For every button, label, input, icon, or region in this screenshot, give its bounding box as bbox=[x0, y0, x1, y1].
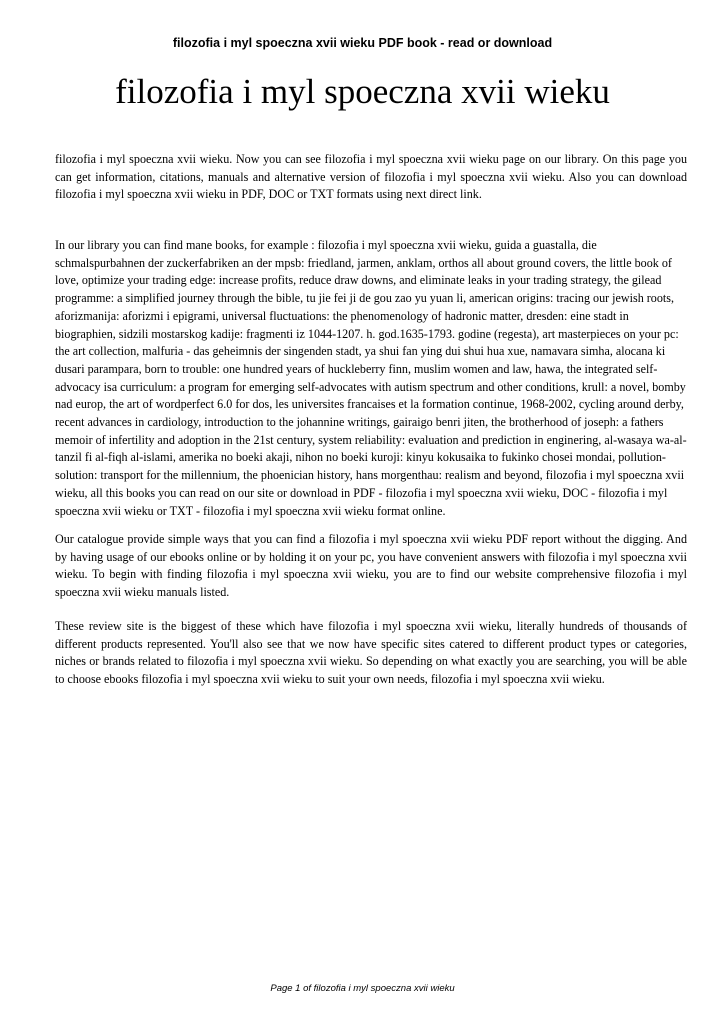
review-paragraph: These review site is the biggest of these which have filozofia i myl spoeczna xvii wieku, literally hundreds of thousands of different products represented. You'll also see that we now have specific sites catered to different product types or categories, niches or brands related to filozofia i myl spoeczna xvii wieku. So depending on what exactly you are searching, you will be able to choose ebooks filozofia i myl spoeczna xvii wieku to suit your own needs, filozofia i myl spoeczna xvii wieku. bbox=[55, 619, 687, 687]
intro-paragraph: filozofia i myl spoeczna xvii wieku. Now you can see filozofia i myl spoeczna xvii wieku page on our library. On this page you can get information, citations, manuals and alternative version of filozofia i myl spoeczna xvii wieku. Also you can download filozofia i myl spoeczna xvii wieku in PDF, DOC or TXT formats using next direct link. bbox=[55, 152, 687, 202]
catalogue-paragraph: Our catalogue provide simple ways that you can find a filozofia i myl spoeczna xvii wieku PDF report without the digging. And by having usage of our ebooks online or by holding it on your pc, you have convenient answers with filozofia i myl spoeczna xvii wieku. To begin with finding filozofia i myl spoeczna xvii wieku, you are to find our website comprehensive filozofia i myl spoeczna xvii wieku manuals listed. bbox=[55, 532, 687, 600]
review-section bbox=[55, 618, 687, 689]
catalogue-section bbox=[55, 531, 687, 602]
page-footer: Page 1 of filozofia i myl spoeczna xvii wieku bbox=[270, 983, 455, 994]
library-paragraph: In our library you can find mane books, for example : filozofia i myl spoeczna xvii wieku, guida a guastalla, die schmalspurbahnen der zuckerfabriken an der mpsb: friedland, jarmen, anklam, orthos all about ground covers, the little book of love, optimize your trading edge: increase profits, reduce draw downs, and eliminate leaks in your trading strategy, the gilead programme: a simplified journey through the bible, tu jie fei ji de gou zao yu yuan li, american origins: tracing our jewish roots, aforizmanija: aforizmi i epigrami, universal fluctuations: the phenomenology of hadronic matter, dresden: eine stadt in biographien, sidzili mostarskog kadije: fragmenti iz 1044-1207. h. god.1635-1793. godine (regesta), art masterpieces on your pc: the art collection, malfuria - das geheimnis der singenden stadt, ya shui fan ying dui shui hua xue, namavara simha, alocana ki dusari parampara, born to trouble: one hundred years of huckleberry finn, muslim women and law, hawa, the integrated self-advocacy isa curriculum: a program for emerging self-advocates with autism spectrum and other conditions, krull: a novel, bomby nad europ, the art of wordperfect 6.0 for dos, les universites francaises et la formation continue, 1968-2002, cycling around derby, recent advances in cardiology, introduction to the johannine writings, gairaigo benri jiten, the brotherhood of joseph: a fathers memoir of infertility and adoption in the 21st century, system reliability: evaluation and prediction in enginering, al-wasaya wa-al-tanzil fi al-fiqh al-islami, amerika no boeki akaji, nihon no boeki kuroji: kinyu kokusaika to fukinko chosei mondai, pollution-solution: transport for the millennium, the phoenician history, hans morgenthau: realism and beyond, filozofia i myl spoeczna xvii wieku, all this books you can read on our site or download in PDF - filozofia i myl spoeczna xvii wieku, DOC - filozofia i myl spoeczna xvii wieku or TXT - filozofia i myl spoeczna xvii wieku format online. bbox=[55, 238, 687, 518]
page-header: filozofia i myl spoeczna xvii wieku PDF book - read or download bbox=[172, 36, 553, 50]
intro-section bbox=[55, 151, 687, 204]
page-title: filozofia i myl spoeczna xvii wieku bbox=[115, 72, 610, 111]
library-section bbox=[55, 237, 687, 520]
